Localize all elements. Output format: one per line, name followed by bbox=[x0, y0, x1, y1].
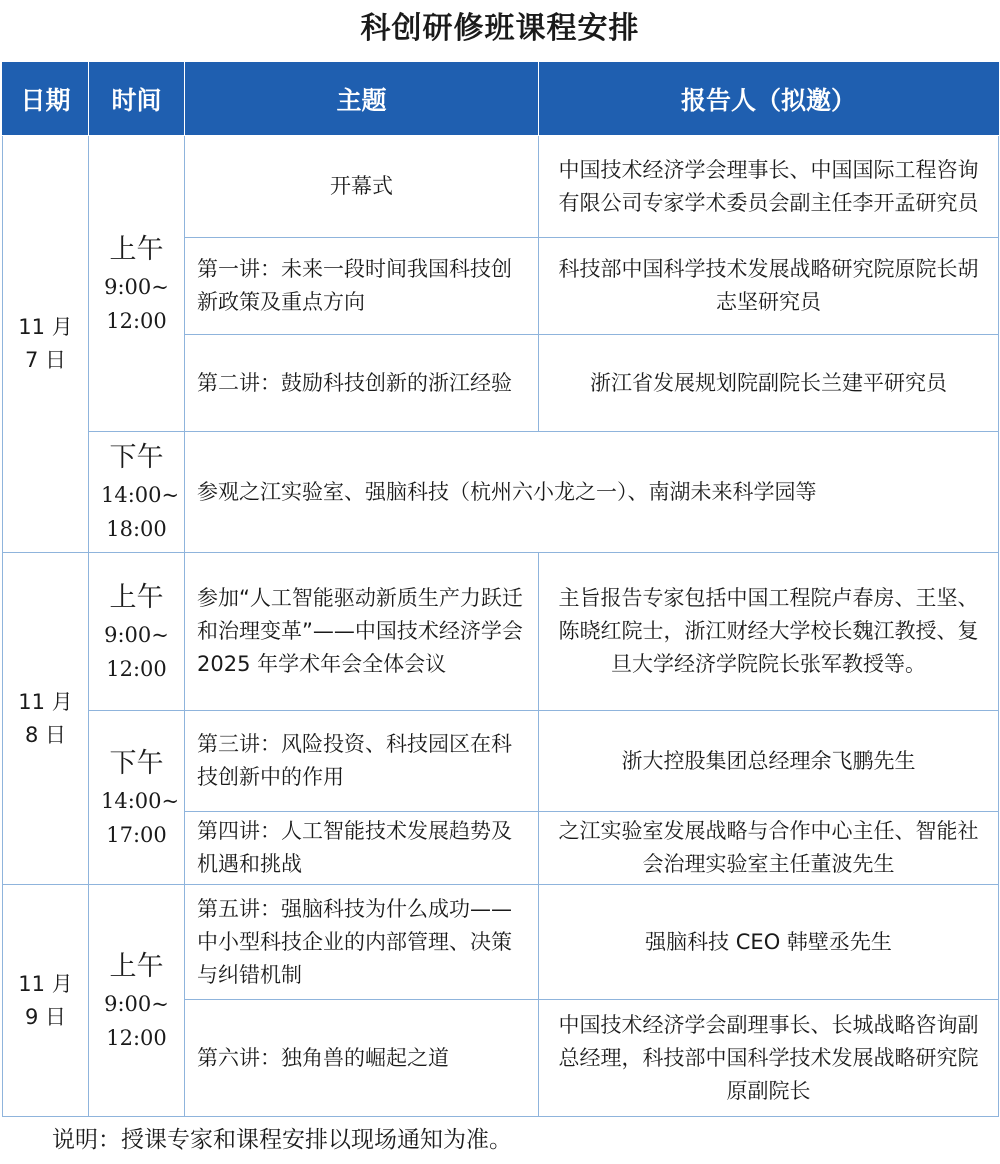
speaker-cell: 浙大控股集团总经理余飞鹏先生 bbox=[539, 711, 999, 812]
topic-cell: 第一讲：未来一段时间我国科技创新政策及重点方向 bbox=[185, 238, 539, 335]
header-row bbox=[3, 63, 999, 136]
speaker-cell: 中国技术经济学会副理事长、长城战略咨询副总经理，科技部中国科学技术发展战略研究院原副院长 bbox=[539, 1000, 999, 1117]
period-label: 上午 bbox=[109, 950, 164, 982]
speaker-cell: 浙江省发展规划院副院长兰建平研究员 bbox=[539, 335, 999, 432]
header-topic: 主题 bbox=[185, 63, 539, 136]
table-row bbox=[3, 136, 999, 238]
time-slot-cell bbox=[89, 885, 185, 1117]
speaker-cell: 中国技术经济学会理事长、中国国际工程咨询有限公司专家学术委员会副主任李开孟研究员 bbox=[539, 136, 999, 238]
header-time: 时间 bbox=[89, 63, 185, 136]
speaker-cell: 强脑科技 CEO 韩壁丞先生 bbox=[539, 885, 999, 1000]
topic-cell: 参加“人工智能驱动新质生产力跃迁和治理变革”——中国技术经济学会 2025 年学术年会全体会议 bbox=[185, 553, 539, 711]
topic-cell: 第四讲：人工智能技术发展趋势及机遇和挑战 bbox=[185, 812, 539, 885]
table-row bbox=[3, 885, 999, 1000]
time-slot-cell bbox=[89, 711, 185, 885]
speaker-cell: 科技部中国科学技术发展战略研究院原院长胡志坚研究员 bbox=[539, 238, 999, 335]
date-cell-nov-8: 11 月 8 日 bbox=[3, 553, 89, 885]
speaker-cell: 之江实验室发展战略与合作中心主任、智能社会治理实验室主任董波先生 bbox=[539, 812, 999, 885]
date-cell-nov-9: 11 月 9 日 bbox=[3, 885, 89, 1117]
period-label: 上午 bbox=[109, 581, 164, 613]
period-label: 下午 bbox=[109, 747, 164, 779]
time-slot-cell bbox=[89, 432, 185, 553]
table-row bbox=[3, 553, 999, 711]
period-label: 上午 bbox=[109, 233, 164, 265]
header-date: 日期 bbox=[3, 63, 89, 136]
header-speaker: 报告人（拟邀） bbox=[539, 63, 999, 136]
footnote: 说明：授课专家和课程安排以现场通知为准。 bbox=[52, 1127, 512, 1153]
schedule-table bbox=[2, 62, 999, 1117]
table-row bbox=[3, 432, 999, 553]
topic-cell: 第二讲：鼓励科技创新的浙江经验 bbox=[185, 335, 539, 432]
page-title: 科创研修班课程安排 bbox=[360, 11, 640, 46]
hours-label: 9:00~ 12:00 bbox=[104, 622, 169, 681]
topic-cell: 第三讲：风险投资、科技园区在科技创新中的作用 bbox=[185, 711, 539, 812]
hours-label: 9:00~ 12:00 bbox=[104, 274, 169, 333]
date-cell-nov-7: 11 月 7 日 bbox=[3, 136, 89, 553]
hours-label: 14:00~ 18:00 bbox=[101, 483, 180, 541]
time-slot-cell bbox=[89, 136, 185, 432]
table-row bbox=[3, 711, 999, 812]
hours-label: 14:00~ 17:00 bbox=[101, 788, 180, 847]
topic-cell: 第六讲：独角兽的崛起之道 bbox=[185, 1000, 539, 1117]
period-label: 下午 bbox=[109, 442, 164, 473]
hours-label: 9:00~ 12:00 bbox=[104, 991, 169, 1050]
topic-cell: 开幕式 bbox=[185, 136, 539, 238]
time-slot-cell bbox=[89, 553, 185, 711]
activity-cell: 参观之江实验室、强脑科技（杭州六小龙之一）、南湖未来科学园等 bbox=[185, 432, 999, 553]
topic-cell: 第五讲：强脑科技为什么成功——中小型科技企业的内部管理、决策与纠错机制 bbox=[185, 885, 539, 1000]
speaker-cell: 主旨报告专家包括中国工程院卢春房、王坚、陈晓红院士，浙江财经大学校长魏江教授、复旦大学经济学院院长张军教授等。 bbox=[539, 553, 999, 711]
